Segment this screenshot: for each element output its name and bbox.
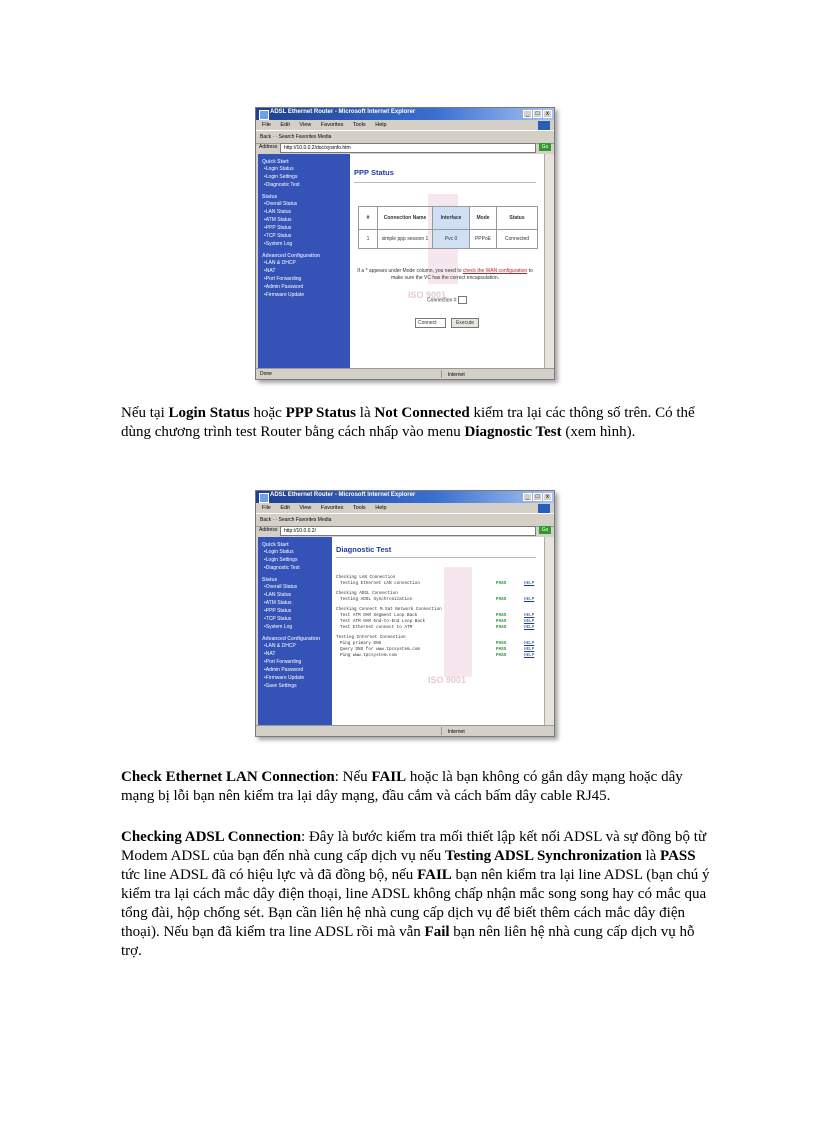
- help-link: HELP: [524, 597, 535, 602]
- sidebar-item: • Overall Status: [264, 200, 350, 208]
- ppp-status-table: [358, 206, 538, 249]
- diagnostic-test-row: [336, 597, 538, 603]
- table-cell: PPPoE: [470, 230, 497, 249]
- title-divider: [354, 182, 536, 183]
- text: bạn nên kiểm tra lại line ADSL (bạn chú ý kiểm tra lại cách mắc dây điện thoại, line ADSL không chấp nhận mắc song song hay có mắc qua tổng đài, hộp chống sét. Bạn cần liên hệ nhà cung cấp dịch vụ để biết thêm cách mắc dây điện thoại). Nếu bạn đã kiểm tra line ADSL rồi mà vẫn: [121, 867, 710, 940]
- connection-row: [350, 296, 544, 304]
- paragraph-adsl-check: [121, 828, 711, 961]
- menu-tools: Tools: [352, 122, 366, 128]
- address-label: Address: [259, 527, 278, 533]
- test-result: PASS: [496, 647, 507, 652]
- table-cell: Connected: [497, 230, 538, 249]
- sidebar-group-title: Quick Start: [262, 542, 289, 548]
- minimize-icon: _: [523, 493, 532, 501]
- window-titlebar: [256, 108, 554, 120]
- note-text-end: to make sure the VC has the correct encapsulation.: [390, 268, 533, 281]
- page-content: [258, 154, 544, 369]
- execute-button: Execute: [451, 318, 479, 328]
- help-link: HELP: [524, 647, 535, 652]
- bold-text: Checking ADSL Connection: [121, 829, 302, 845]
- ppp-status-pane: [350, 154, 544, 369]
- sidebar-item: • System Log: [264, 623, 332, 631]
- address-field: http://10.0.0.2/: [280, 526, 536, 536]
- diagnostic-test-row: [336, 653, 538, 659]
- sidebar-item: • Overall Status: [264, 583, 332, 591]
- sidebar-item: • LAN & DHCP: [264, 642, 332, 650]
- address-field: http://10.0.0.2/doc/sysinfo.htm: [280, 143, 536, 153]
- help-link: HELP: [524, 619, 535, 624]
- sidebar-item: • Firmware Update: [264, 674, 332, 682]
- sidebar-item: • Save Settings: [264, 682, 332, 690]
- browser-toolbar: Back · · Search Favorites Media: [256, 130, 554, 144]
- help-link: HELP: [524, 653, 535, 658]
- windows-logo-icon: [538, 504, 550, 513]
- bold-text: Fail: [424, 924, 450, 940]
- test-name: Test ATM OAM End-to-End Loop Back: [340, 619, 426, 624]
- table-cell: 1: [359, 230, 378, 249]
- encapsulation-note: [354, 268, 536, 282]
- menu-favorites: Favorites: [320, 122, 344, 128]
- sidebar-item: • Diagnostic Test: [264, 564, 332, 572]
- sidebar-group-title: Advanced Configuration: [262, 636, 321, 642]
- sidebar-item: • ATM Status: [264, 599, 332, 607]
- window-titlebar: [256, 491, 554, 503]
- close-icon: x: [543, 110, 552, 118]
- vertical-scrollbar: [544, 537, 554, 726]
- paragraph-ethernet-check: [121, 768, 711, 806]
- connection-label: Connection #: [427, 297, 457, 304]
- status-bar: [256, 725, 554, 736]
- vertical-scrollbar: [544, 154, 554, 369]
- table-header-row: [359, 207, 538, 230]
- address-bar: [256, 525, 554, 536]
- sidebar-item: • TCP Status: [264, 232, 350, 240]
- ie-icon: [259, 110, 269, 120]
- maximize-icon: □: [533, 110, 542, 118]
- table-header: Status: [497, 207, 538, 230]
- sidebar-item: • Port Forwarding: [264, 275, 350, 283]
- help-link: HELP: [524, 641, 535, 646]
- text: hoặc là bạn không có gắn dây mạng hoặc dây mạng bị lỗi bạn nên kiểm tra lại dây mạng, đầu cắm và cách bấm dây cable RJ45.: [121, 769, 683, 804]
- diagnostic-section-title: Checking LAN Connection: [336, 575, 396, 580]
- watermark: ISO 9001: [408, 290, 447, 300]
- diagnostic-section-title: Testing Internet Connection: [336, 635, 406, 640]
- test-result: PASS: [496, 581, 507, 586]
- bold-text: FAIL: [417, 867, 452, 883]
- menu-view: View: [299, 122, 312, 128]
- router-sidebar: [258, 154, 350, 369]
- sidebar-item: • PPP Status: [264, 224, 350, 232]
- window-title: ADSL Ethernet Router - Microsoft Internet Explorer: [270, 109, 416, 115]
- table-cell: simple ppp session 1: [378, 230, 433, 249]
- maximize-icon: □: [533, 493, 542, 501]
- sidebar-item: • Login Settings: [264, 556, 332, 564]
- test-name: Test Ethernet connect to ATM: [340, 625, 413, 630]
- menu-bar: [256, 120, 554, 130]
- text: là: [356, 405, 375, 421]
- sidebar-item: • Port Forwarding: [264, 658, 332, 666]
- connection-input: [458, 296, 467, 304]
- windows-logo-icon: [538, 121, 550, 130]
- test-name: Ping www.tpcsystem.com: [340, 653, 397, 658]
- go-button: Go: [539, 143, 551, 151]
- bold-text: Check Ethernet LAN Connection: [121, 769, 335, 785]
- text: : Nếu: [334, 769, 372, 785]
- menu-bar: [256, 503, 554, 513]
- sidebar-item: • Admin Password: [264, 283, 350, 291]
- help-link: HELP: [524, 613, 535, 618]
- menu-file: File: [262, 505, 271, 511]
- page-title: Diagnostic Test: [336, 545, 392, 554]
- diagnostic-test-screenshot: [255, 490, 555, 737]
- window-title: ADSL Ethernet Router - Microsoft Internet Explorer: [270, 492, 416, 498]
- diagnostic-test-row: [336, 625, 538, 631]
- menu-help: Help: [375, 505, 387, 511]
- test-result: PASS: [496, 625, 507, 630]
- sidebar-group-title: Advanced Configuration: [262, 253, 321, 259]
- help-link: HELP: [524, 581, 535, 586]
- text: : Đây là bước kiểm tra mối thiết lập kết nối ADSL và sự đồng bộ từ Modem ADSL của bạn đến nhà cung cấp dịch vụ nếu: [121, 829, 707, 864]
- status-bar: [256, 368, 554, 379]
- table-header: #: [359, 207, 378, 230]
- note-text: If a * appears under Mode column, you need to: [357, 268, 462, 274]
- sidebar-item: • ATM Status: [264, 216, 350, 224]
- test-name: Testing ADSL Synchronization: [340, 597, 413, 602]
- sidebar-item: • LAN Status: [264, 591, 332, 599]
- table-row: [359, 230, 538, 249]
- page-title: PPP Status: [354, 168, 394, 177]
- table-header: Interface: [433, 207, 470, 230]
- address-label: Address: [259, 144, 278, 150]
- text: (xem hình).: [561, 424, 636, 440]
- router-sidebar: [258, 537, 332, 726]
- sidebar-item: • PPP Status: [264, 607, 332, 615]
- menu-edit: Edit: [280, 122, 290, 128]
- test-result: PASS: [496, 619, 507, 624]
- sidebar-group-title: Status: [262, 577, 278, 583]
- paragraph-login-status: [121, 404, 711, 442]
- test-name: Query DNS for www.tpcsystem.com: [340, 647, 420, 652]
- ie-icon: [259, 493, 269, 503]
- status-text: Done: [260, 371, 272, 377]
- sidebar-item: • NAT: [264, 267, 350, 275]
- test-name: Testing Ethernet LAN connection: [340, 581, 420, 586]
- bold-text: Login Status: [168, 405, 250, 421]
- close-icon: x: [543, 493, 552, 501]
- menu-favorites: Favorites: [320, 505, 344, 511]
- internet-zone: Internet: [441, 370, 465, 378]
- watermark: ISO 9001: [428, 675, 467, 685]
- sidebar-item: • Login Status: [264, 165, 350, 173]
- menu-file: File: [262, 122, 271, 128]
- help-link: HELP: [524, 625, 535, 630]
- test-result: PASS: [496, 653, 507, 658]
- test-result: PASS: [496, 641, 507, 646]
- text: Nếu tại: [121, 405, 169, 421]
- text: là: [641, 848, 661, 864]
- title-divider: [336, 557, 536, 558]
- diagnostic-results: [336, 571, 538, 659]
- page-content: [258, 537, 544, 726]
- text: kiểm tra lại các thông số trên. Có thể dùng chương trình test Router bằng cách nhấp vào menu: [121, 405, 695, 440]
- sidebar-item: • Diagnostic Test: [264, 181, 350, 189]
- action-row: [350, 318, 544, 328]
- sidebar-item: • Login Settings: [264, 173, 350, 181]
- go-button: Go: [539, 526, 551, 534]
- bold-text: PASS: [660, 848, 696, 864]
- connect-select: Connect: [415, 318, 446, 328]
- wan-config-link: check the WAN configuration: [462, 268, 528, 274]
- menu-view: View: [299, 505, 312, 511]
- text: hoặc: [249, 405, 286, 421]
- sidebar-item: • Admin Password: [264, 666, 332, 674]
- bold-text: Testing ADSL Synchronization: [444, 848, 642, 864]
- table-header: Mode: [470, 207, 497, 230]
- table-header: Connection Name: [378, 207, 433, 230]
- sidebar-item: • Firmware Update: [264, 291, 350, 299]
- test-name: Test ATM OAM Segment Loop Back: [340, 613, 418, 618]
- internet-zone: Internet: [441, 727, 465, 735]
- sidebar-item: • System Log: [264, 240, 350, 248]
- sidebar-group-title: Status: [262, 194, 278, 200]
- test-result: PASS: [496, 613, 507, 618]
- browser-toolbar: Back · · Search Favorites Media: [256, 513, 554, 527]
- sidebar-item: • LAN & DHCP: [264, 259, 350, 267]
- bold-text: FAIL: [371, 769, 407, 785]
- menu-tools: Tools: [352, 505, 366, 511]
- minimize-icon: _: [523, 110, 532, 118]
- table-cell: Pvc 0: [433, 230, 470, 249]
- bold-text: Diagnostic Test: [464, 424, 562, 440]
- test-result: PASS: [496, 597, 507, 602]
- sidebar-item: • Login Status: [264, 548, 332, 556]
- menu-edit: Edit: [280, 505, 290, 511]
- sidebar-item: • TCP Status: [264, 615, 332, 623]
- address-bar: [256, 142, 554, 153]
- diagnostic-test-row: [336, 581, 538, 587]
- menu-help: Help: [375, 122, 387, 128]
- sidebar-item: • LAN Status: [264, 208, 350, 216]
- bold-text: PPP Status: [285, 405, 357, 421]
- bold-text: Not Connected: [374, 405, 470, 421]
- sidebar-item: • NAT: [264, 650, 332, 658]
- diagnostic-pane: [332, 537, 544, 726]
- sidebar-group-title: Quick Start: [262, 159, 289, 165]
- ppp-status-screenshot: [255, 107, 555, 380]
- diagnostic-section-title: Checking ADSL Connection: [336, 591, 398, 596]
- test-name: Ping primary DNS: [340, 641, 382, 646]
- diagnostic-section-title: Checking Connect M.Sat Network Connection: [336, 607, 442, 612]
- text: bạn nên liên hệ nhà cung cấp dịch vụ hỗ trợ.: [121, 924, 695, 959]
- text: tức line ADSL đã có hiệu lực và đã đồng bộ, nếu: [121, 867, 418, 883]
